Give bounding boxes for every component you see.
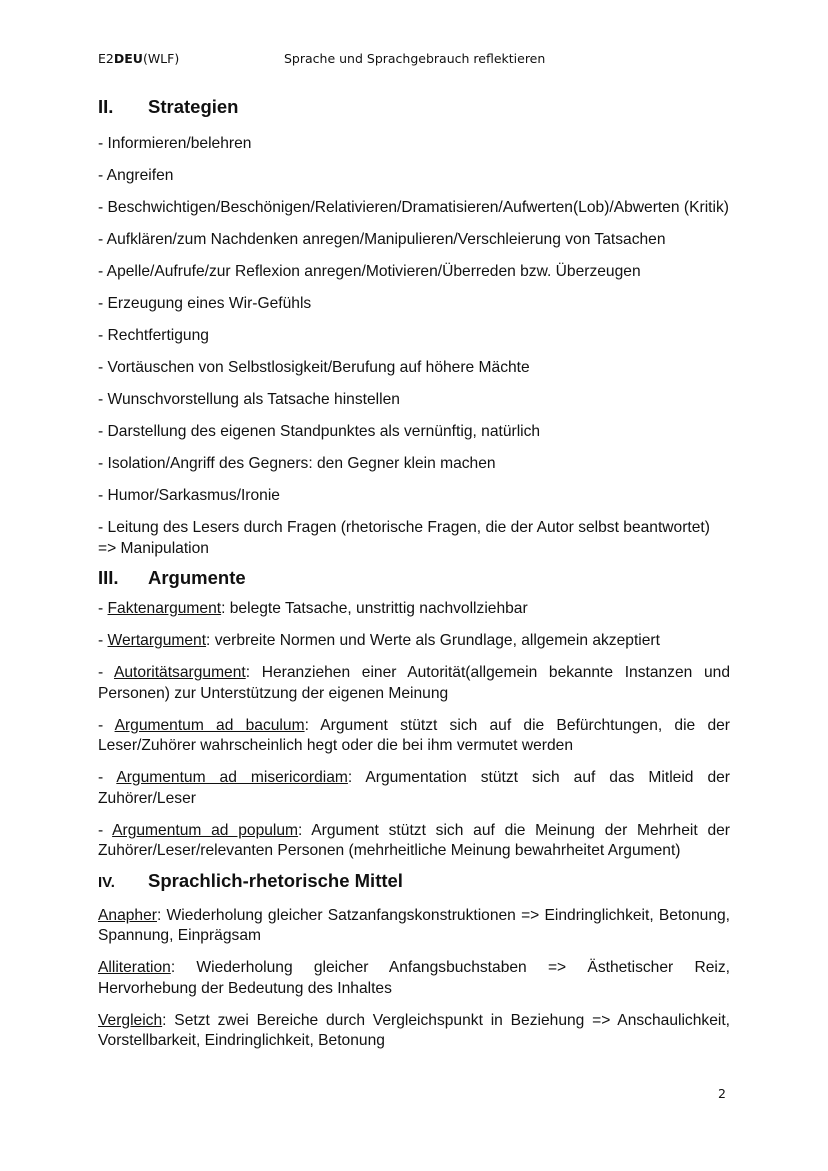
strategy-item: - Wunschvorstellung als Tatsache hinstellen: [98, 391, 400, 408]
strategy-item: - Informieren/belehren: [98, 135, 252, 152]
argument-text: : verbreite Normen und Werte als Grundlage, allgemein akzeptiert: [206, 632, 660, 649]
item-prefix: -: [98, 769, 117, 786]
page-number: 2: [718, 1086, 726, 1101]
argument-item: [98, 821, 730, 862]
argument-item: [98, 768, 730, 809]
item-prefix: -: [98, 821, 113, 839]
argument-item: [98, 663, 730, 704]
section-number: IV.: [98, 873, 115, 891]
strategy-item: - Isolation/Angriff des Gegners: den Gegner klein machen: [98, 455, 496, 472]
section-number: II.: [98, 96, 114, 117]
strategy-item: - Erzeugung eines Wir-Gefühls: [98, 295, 312, 312]
course-code-suffix: (WLF): [142, 51, 180, 66]
strategy-item: - Rechtfertigung: [98, 327, 209, 344]
argument-item: [98, 599, 730, 620]
device-text: : Setzt zwei Bereiche durch Vergleichspunkt in Beziehung => Anschaulichkeit, Vorstellbarkeit, Eindringlichkeit, Betonung: [98, 1011, 730, 1049]
page-content: [98, 96, 730, 1052]
device-item: [98, 906, 730, 947]
argument-item: [98, 631, 730, 652]
device-text: : Wiederholung gleicher Satzanfangskonstruktionen => Eindringlichkeit, Betonung, Spannung, Einprägsam: [98, 906, 730, 944]
section-title: Sprachlich-rhetorische Mittel: [148, 869, 403, 891]
item-prefix: -: [98, 600, 108, 617]
section-heading-mittel: [98, 870, 730, 898]
section-title: Strategien: [148, 96, 239, 117]
header-title: Sprache und Sprachgebrauch reflektieren: [284, 51, 546, 66]
argument-term: Autoritätsargument: [113, 664, 246, 681]
strategy-item: - Apelle/Aufrufe/zur Reflexion anregen/Motivieren/Überreden bzw. Überzeugen: [98, 263, 641, 280]
section-heading-argumente: [98, 567, 730, 595]
page-header: [98, 51, 738, 69]
device-term: Anapher: [98, 906, 157, 924]
section-number: III.: [98, 567, 119, 588]
strategy-item: - Leitung des Lesers durch Fragen (rhetorische Fragen, die der Autor selbst beantwortet) => Manipulation: [98, 519, 710, 557]
strategy-item: - Darstellung des eigenen Standpunktes als vernünftig, natürlich: [98, 423, 541, 440]
strategy-item: - Humor/Sarkasmus/Ironie: [98, 487, 280, 504]
strategy-item: - Aufklären/zum Nachdenken anregen/Manipulieren/Verschleierung von Tatsachen: [98, 231, 666, 248]
strategy-item: - Angreifen: [98, 167, 174, 184]
device-item: [98, 958, 730, 999]
argument-term: Argumentum ad baculum: [114, 716, 305, 734]
argument-text: : Heranziehen einer Autorität(allgemein bekannte Instanzen und Personen) zur Unterstützung der eigenen Meinung: [98, 664, 730, 702]
argument-text: : Argument stützt sich auf die Meinung der Mehrheit der Zuhörer/Leser/relevanten Personen (mehrheitliche Meinung bewahrheitet Argument): [98, 821, 730, 859]
device-term: Vergleich: [98, 1011, 163, 1029]
argument-text: : Argument stützt sich auf die Befürchtungen, die der Leser/Zuhörer wahrscheinlich hegt oder die bei ihm vermutet werden: [98, 716, 730, 754]
argument-text: : belegte Tatsache, unstrittig nachvollziehbar: [221, 600, 528, 617]
argument-text: : Argumentation stützt sich auf das Mitleid der Zuhörer/Leser: [98, 769, 730, 807]
device-item: [98, 1011, 730, 1052]
argument-term: Wertargument: [107, 632, 207, 649]
item-prefix: -: [98, 716, 115, 734]
course-code: [98, 51, 179, 66]
item-prefix: -: [98, 632, 108, 649]
device-text: : Wiederholung gleicher Anfangsbuchstaben => Ästhetischer Reiz, Hervorhebung der Bedeutung des Inhaltes: [98, 959, 730, 997]
device-term: Alliteration: [98, 959, 171, 976]
item-prefix: -: [98, 664, 114, 681]
course-code-prefix: E2: [98, 51, 114, 66]
argument-term: Faktenargument: [107, 600, 222, 617]
strategy-item: - Vortäuschen von Selbstlosigkeit/Berufung auf höhere Mächte: [98, 359, 530, 376]
argument-term: Argumentum ad populum: [112, 821, 299, 839]
strategy-item: - Beschwichtigen/Beschönigen/Relativieren/Dramatisieren/Aufwerten(Lob)/Abwerten (Kritik): [98, 199, 729, 216]
section-heading-strategien: [98, 96, 730, 124]
argument-item: [98, 716, 730, 757]
argument-term: Argumentum ad misericordiam: [116, 769, 348, 786]
section-title: Argumente: [148, 567, 246, 588]
course-code-bold: DEU: [113, 51, 143, 66]
